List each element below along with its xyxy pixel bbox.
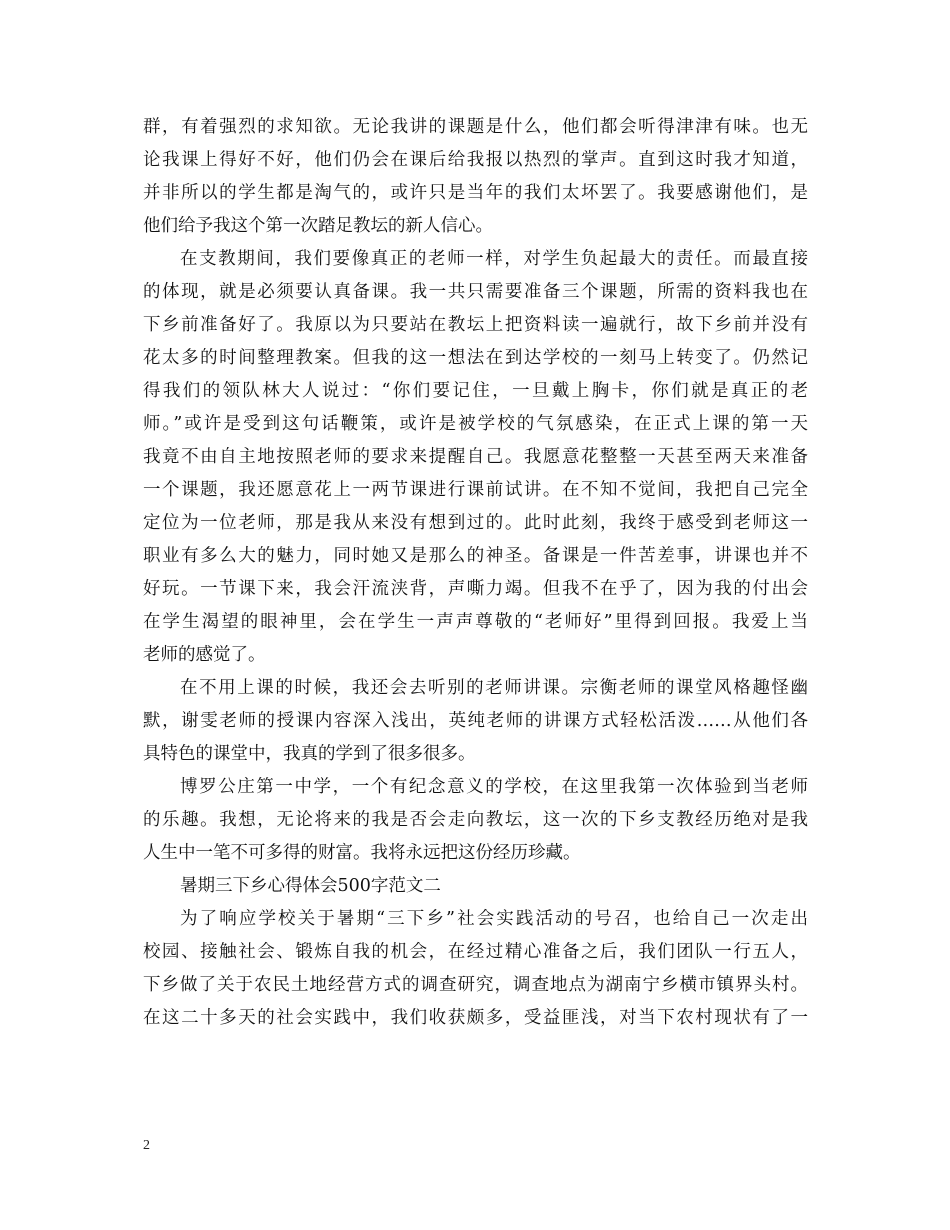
text-line: 在学生渴望的眼神里，会在学生一声声尊敬的“老师好”里得到回报。我爱上当 <box>143 612 808 632</box>
paragraph-first-line: 为了响应学校关于暑期“三下乡”社会实践活动的号召，也给自己一次走出 <box>180 909 808 929</box>
section-heading: 暑期三下乡心得体会500字范文二 <box>180 876 441 896</box>
text-line: 一个课题，我还愿意花上一两节课进行课前试讲。在不知不觉间，我把自己完全 <box>143 480 808 500</box>
text-line: 具特色的课堂中，我真的学到了很多很多。 <box>143 744 476 764</box>
text-line: 默，谢雯老师的授课内容深入浅出，英纯老师的讲课方式轻松活泼……从他们各 <box>143 711 808 731</box>
text-line: 下乡前准备好了。我原以为只要站在教坛上把资料读一遍就行，故下乡前并没有 <box>143 315 808 335</box>
text-line: 老师的感觉了。 <box>143 645 266 665</box>
text-line: 并非所以的学生都是淘气的，或许只是当年的我们太坏罢了。我要感谢他们，是 <box>143 183 808 203</box>
text-line: 定位为一位老师，那是我从来没有想到过的。此时此刻，我终于感受到老师这一 <box>143 513 808 533</box>
text-line: 论我课上得好不好，他们仍会在课后给我报以热烈的掌声。直到这时我才知道， <box>143 150 808 170</box>
text-line: 好玩。一节课下来，我会汗流浃背，声嘶力竭。但我不在乎了，因为我的付出会 <box>143 579 808 599</box>
document-body <box>143 111 808 1035</box>
text-line: 职业有多么大的魅力，同时她又是那么的神圣。备课是一件苦差事，讲课也并不 <box>143 546 808 566</box>
text-line: 校园、接触社会、锻炼自我的机会，在经过精心准备之后，我们团队一行五人， <box>143 942 808 962</box>
text-line: 得我们的领队林大人说过：“你们要记住，一旦戴上胸卡，你们就是真正的老 <box>143 381 808 401</box>
paragraph-first-line: 在支教期间，我们要像真正的老师一样，对学生负起最大的责任。而最直接 <box>180 249 808 269</box>
paragraph-first-line: 在不用上课的时候，我还会去听别的老师讲课。宗衡老师的课堂风格趣怪幽 <box>180 678 808 698</box>
text-line: 我竟不由自主地按照老师的要求来提醒自己。我愿意花整整一天甚至两天来准备 <box>143 447 808 467</box>
text-line: 花太多的时间整理教案。但我的这一想法在到达学校的一刻马上转变了。仍然记 <box>143 348 808 368</box>
text-line: 在这二十多天的社会实践中，我们收获颇多，受益匪浅，对当下农村现状有了一 <box>143 1008 808 1028</box>
text-line: 师。”或许是受到这句话鞭策，或许是被学校的气氛感染，在正式上课的第一天 <box>143 414 808 434</box>
text-line: 的乐趣。我想，无论将来的我是否会走向教坛，这一次的下乡支教经历绝对是我 <box>143 810 808 830</box>
page-number: 2 <box>143 1138 150 1153</box>
text-line: 人生中一笔不可多得的财富。我将永远把这份经历珍藏。 <box>143 843 581 863</box>
text-line: 他们给予我这个第一次踏足教坛的新人信心。 <box>143 216 493 236</box>
text-line: 群，有着强烈的求知欲。无论我讲的课题是什么，他们都会听得津津有味。也无 <box>143 117 808 137</box>
paragraph-first-line: 博罗公庄第一中学，一个有纪念意义的学校，在这里我第一次体验到当老师 <box>180 777 808 797</box>
text-line: 的体现，就是必须要认真备课。我一共只需要准备三个课题，所需的资料我也在 <box>143 282 808 302</box>
text-line: 下乡做了关于农民土地经营方式的调查研究，调查地点为湖南宁乡横市镇界头村。 <box>143 975 808 995</box>
